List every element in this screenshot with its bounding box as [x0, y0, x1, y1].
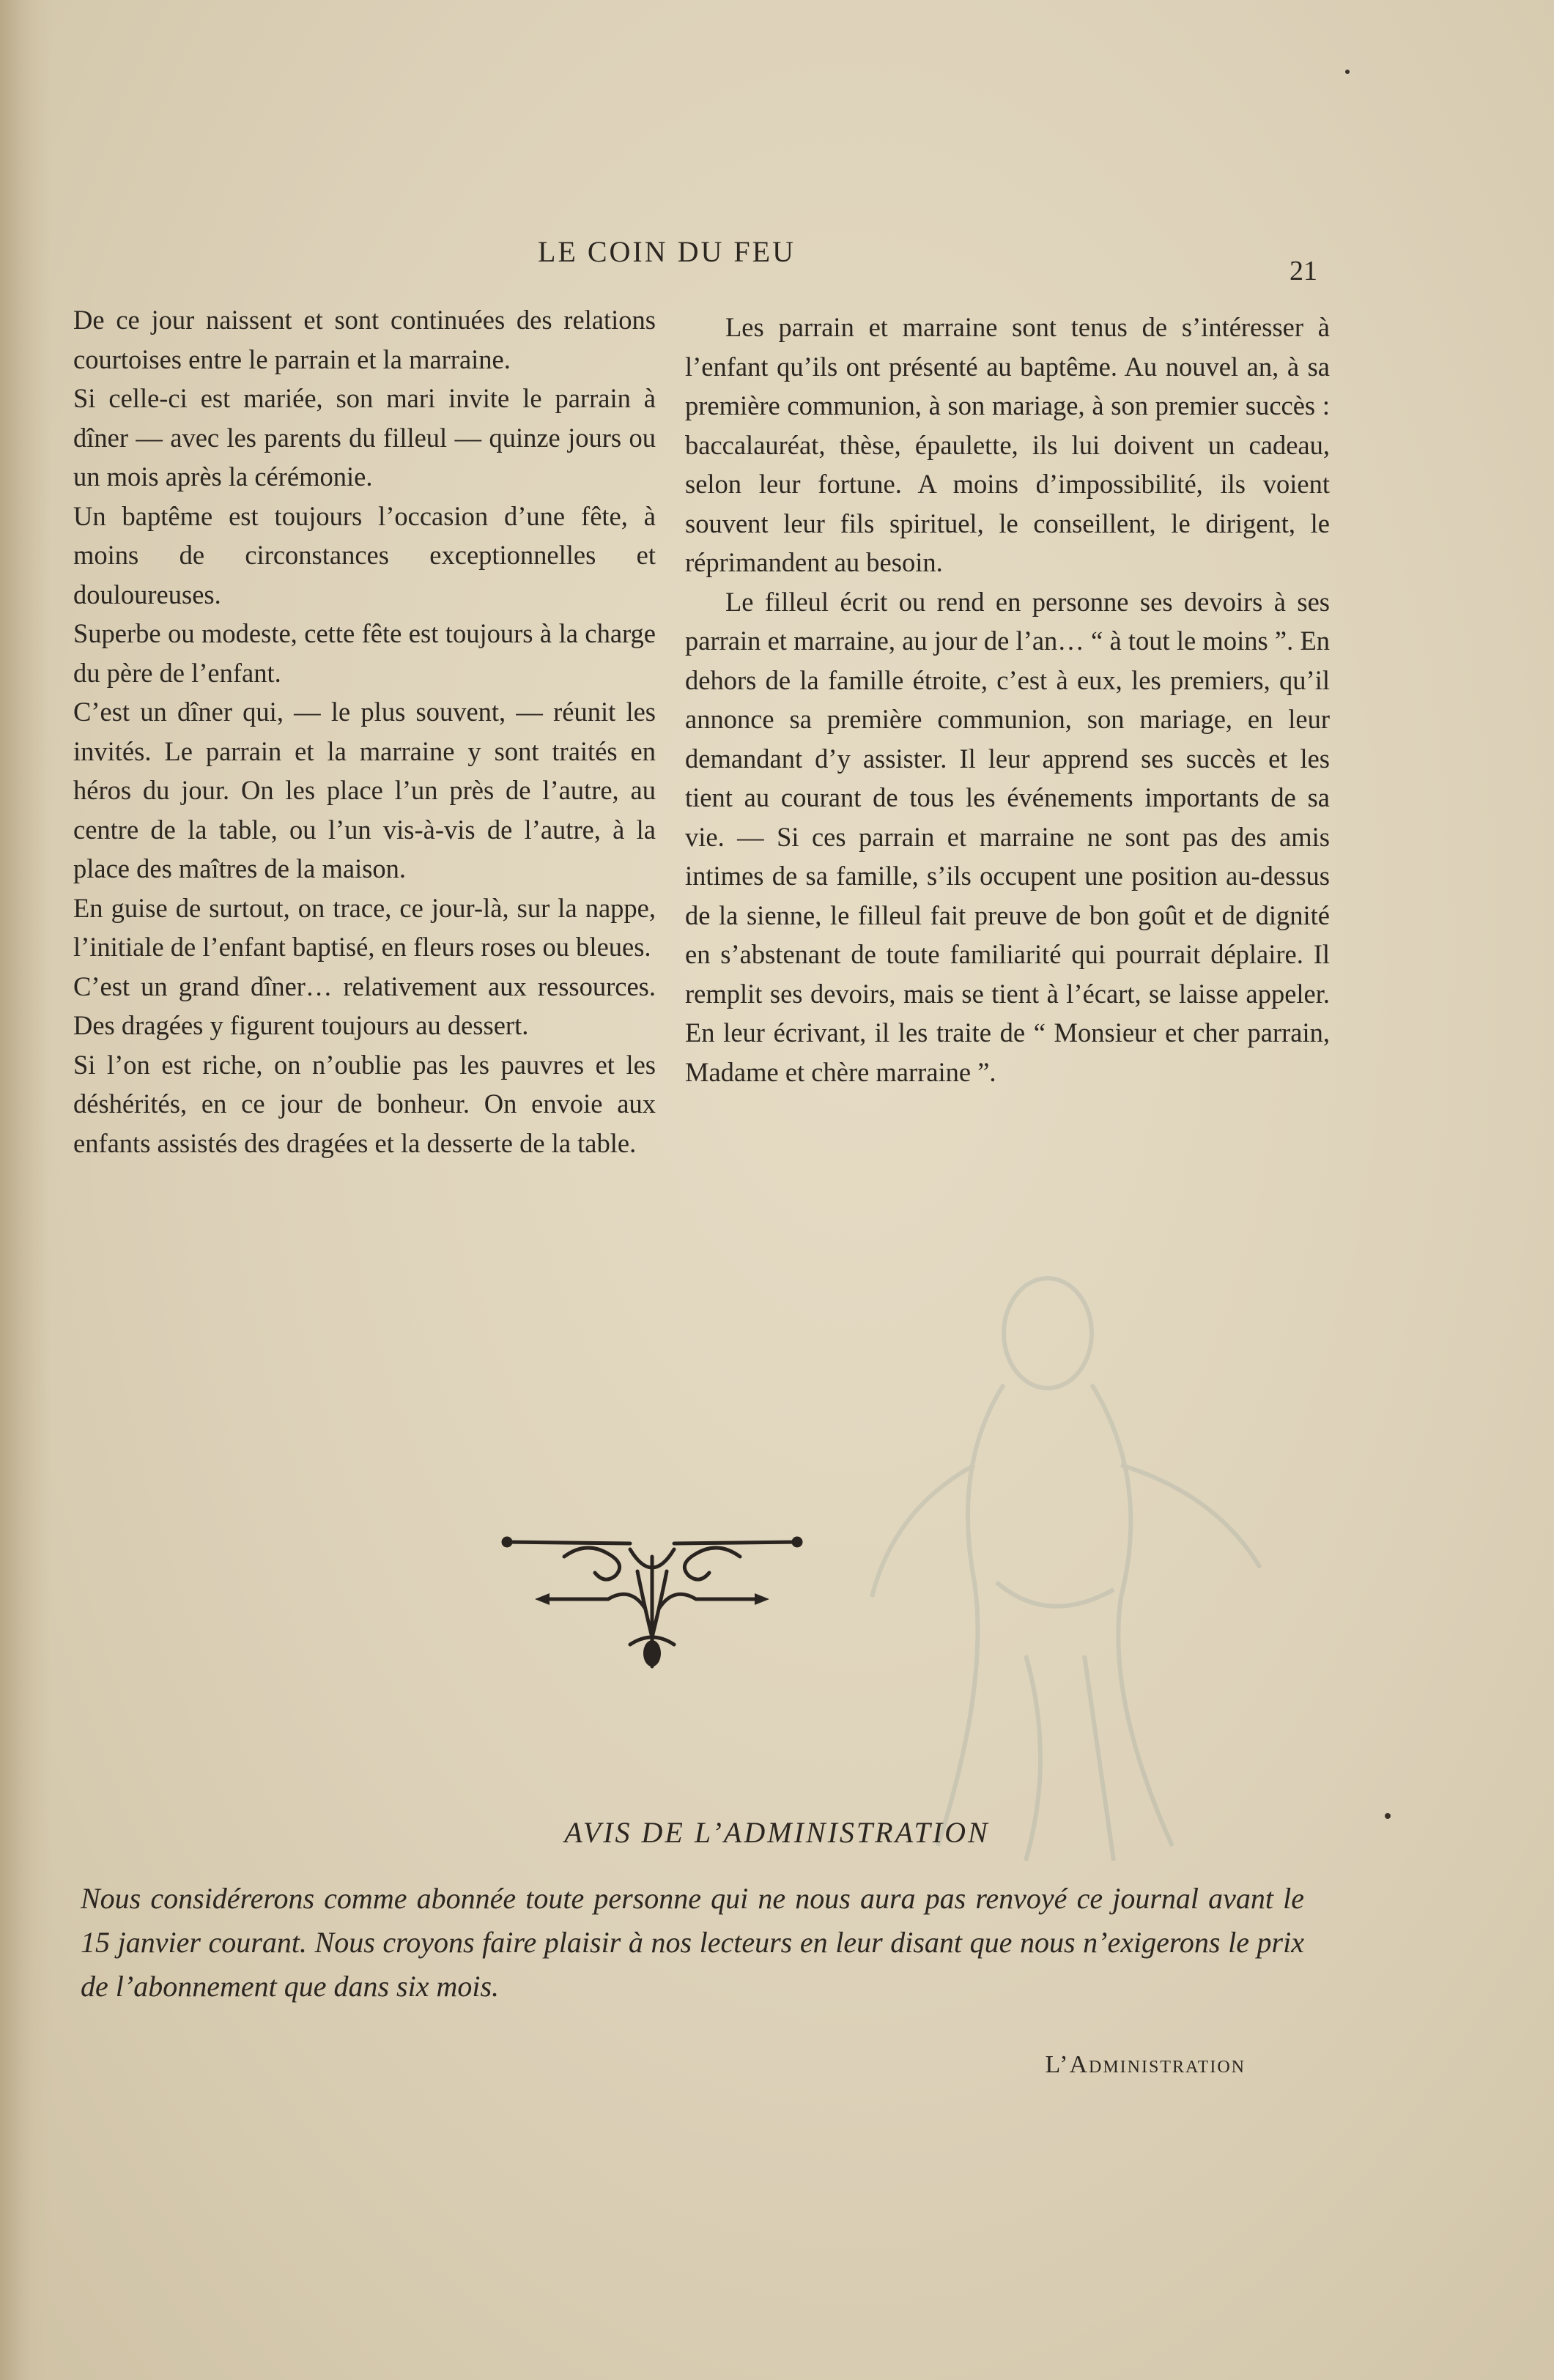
left-paragraph: De ce jour naissent et sont continuées des relations courtoises entre le parrain et la marraine.: [73, 305, 656, 374]
faded-figure-watermark: [806, 1245, 1319, 1868]
right-column: [685, 308, 1330, 1091]
running-title: LE COIN DU FEU: [538, 235, 796, 268]
left-paragraph: Superbe ou modeste, cette fête est toujours à la charge du père de l’enfant.: [73, 618, 656, 688]
page-header: [0, 234, 1554, 286]
notice-title: AVIS DE L’ADMINISTRATION: [564, 1816, 990, 1849]
left-paragraph: En guise de surtout, on trace, ce jour-là, sur la nappe, l’initiale de l’enfant baptisé, en fleurs roses ou bleues.: [73, 892, 656, 962]
page-number: 21: [1290, 256, 1317, 286]
notice-signature: L’Administration: [1045, 2051, 1246, 2078]
binding-shadow: [0, 0, 51, 2380]
right-paragraph: Les parrain et marraine sont tenus de s’intéresser à l’enfant qu’ils ont présenté au baptême. Au nouvel an, à sa première communion, à son mariage, à son premier succès : baccalauréat, thèse, épaulette, ils lui doivent un cadeau, selon leur fortune. A moins d’impossibilité, ils voient souvent leur fils spirituel, le conseillent, le dirigent, le réprimandent au besoin.: [685, 312, 1330, 577]
left-paragraph: C’est un dîner qui, — le plus souvent, — réunit les invités. Le parrain et la marraine y sont traités en héros du jour. On les place l’un près de l’autre, au centre de la table, ou l’un vis-à-vis de l’autre, à la place des maîtres de la maison.: [73, 697, 656, 883]
right-paragraph: Le filleul écrit ou rend en personne ses devoirs à ses parrain et marraine, au jour de l’an… “ à tout le moins ”. En dehors de la famille étroite, c’est à eux, les premiers, qu’il annonce sa première communion, son mariage, en leur demandant d’y assister. Il leur apprend ses succès et les tient au courant de tous les événements importants de sa vie. — Si ces parrain et marraine ne sont pas des amis intimes de sa famille, s’ils occupent une position au-dessus de la sienne, le filleul fait preuve de bon goût et de dignité en s’abstenant de toute familiarité qui pourrait déplaire. Il remplit ses devoirs, mais se tient à l’écart, se laisse appeler. En leur écrivant, il les traite de “ Monsieur et cher parrain, Madame et chère marraine ”.: [685, 586, 1330, 1087]
left-paragraph: Si l’on est riche, on n’oublie pas les pauvres et les déshérités, en ce jour de bonheur. On envoie aux enfants assistés des dragées et la desserte de la table.: [73, 1049, 656, 1158]
left-paragraph: Si celle-ci est mariée, son mari invite le parrain à dîner — avec les parents du filleul — quinze jours ou un mois après la cérémonie.: [73, 383, 656, 492]
ink-speck: [1345, 70, 1350, 74]
left-paragraph: C’est un grand dîner… relativement aux ressources. Des dragées y figurent toujours au dessert.: [73, 971, 656, 1040]
decorative-ornament-icon: [498, 1527, 806, 1674]
notice-body: Nous considérerons comme abonnée toute personne qui ne nous aura pas renvoyé ce journal avant le 15 janvier courant. Nous croyons faire plaisir à nos lecteurs en leur disant que nous n’exigerons le prix de l’abonnement que dans six mois.: [81, 1882, 1304, 2003]
ink-speck: [1385, 1813, 1391, 1819]
left-paragraph: Un baptême est toujours l’occasion d’une fête, à moins de circonstances exceptionnelles et douloureuses.: [73, 500, 656, 609]
left-column: [73, 300, 656, 1163]
